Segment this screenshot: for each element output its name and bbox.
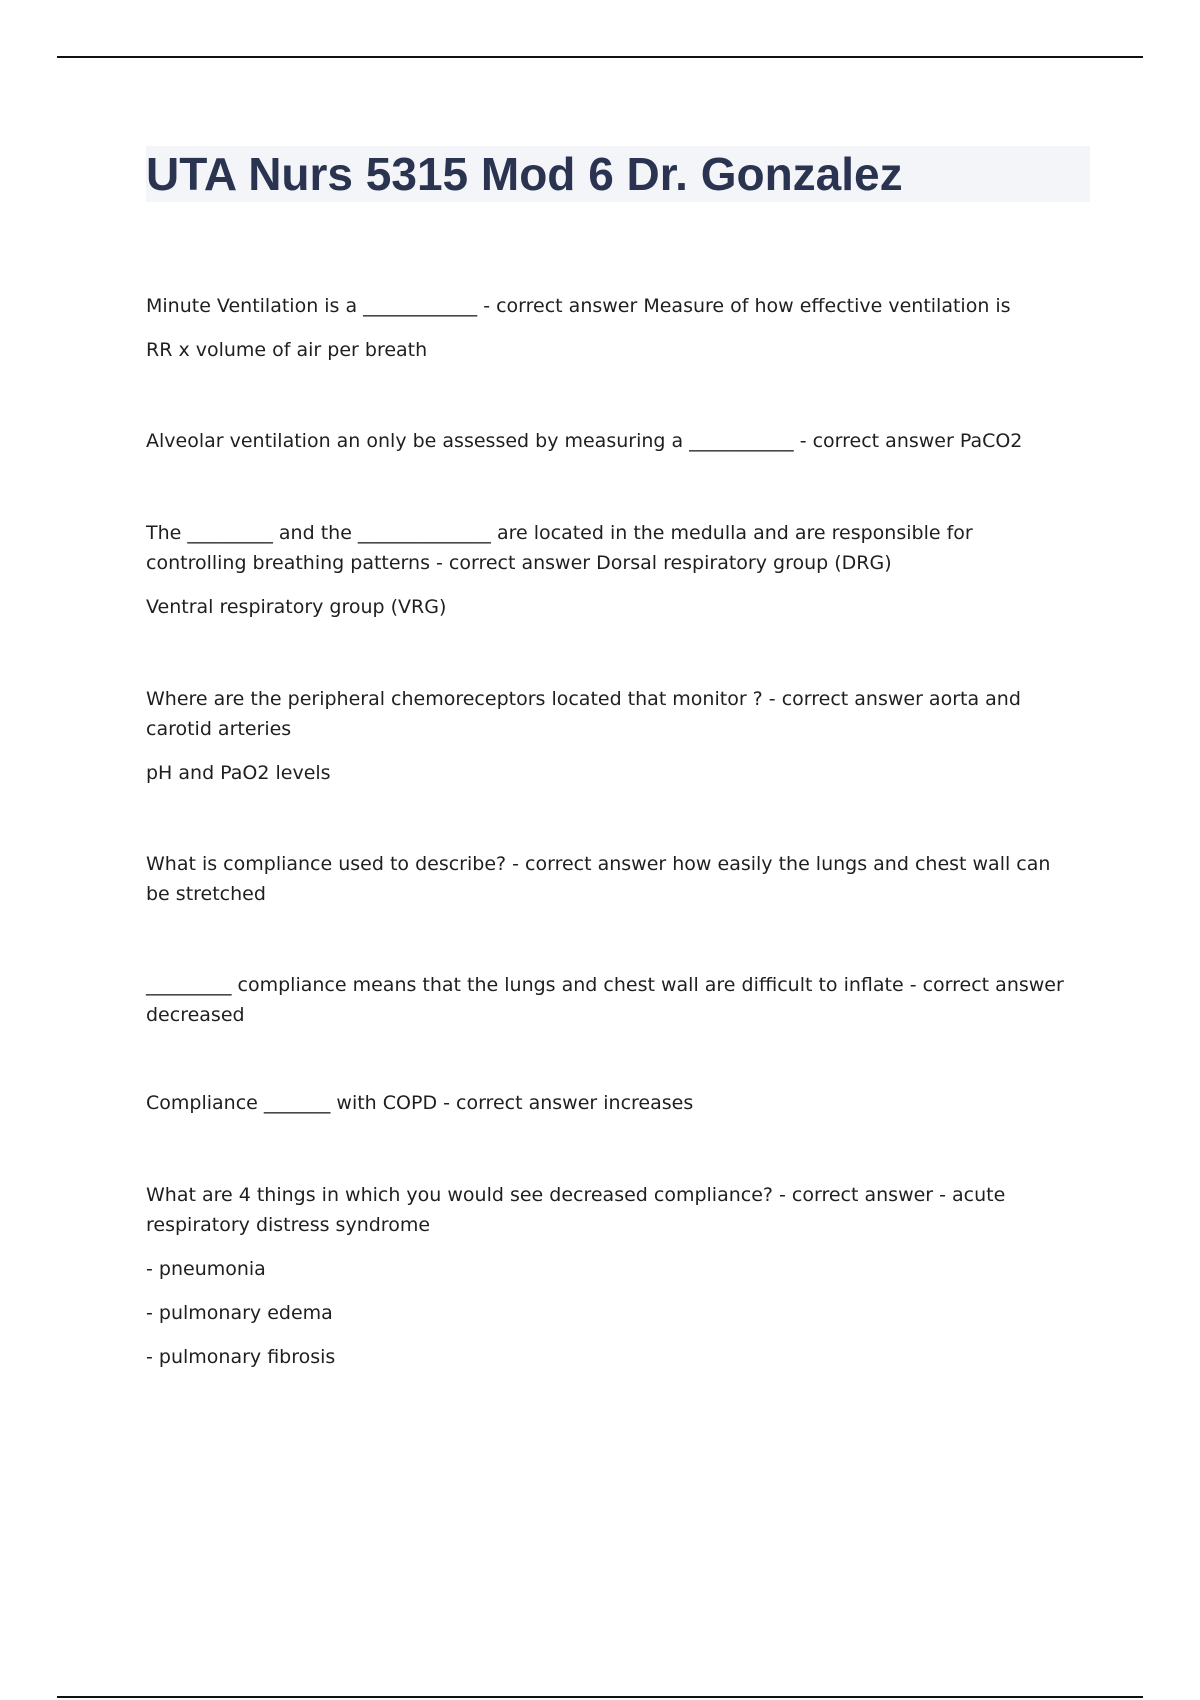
header-rule — [57, 56, 1143, 58]
answer-text: pH and PaO2 levels — [146, 762, 331, 784]
flashcard-decreased-compliance-causes — [146, 1180, 1076, 1372]
answer-list-item: - pneumonia — [146, 1258, 266, 1280]
flashcard-respiratory-groups — [146, 518, 1076, 622]
flashcard-decreased-compliance — [146, 970, 1076, 1030]
document-title: UTA Nurs 5315 Mod 6 Dr. Gonzalez — [146, 148, 903, 200]
answer-text: Ventral respiratory group (VRG) — [146, 596, 447, 618]
flashcard-alveolar-ventilation — [146, 426, 1076, 456]
footer-rule — [57, 1696, 1143, 1698]
question-text: Minute Ventilation is a ____________ - correct answer Measure of how effective ventilation is — [146, 295, 1011, 317]
flashcard-chemoreceptors — [146, 684, 1076, 788]
flashcard-copd-compliance — [146, 1088, 1076, 1118]
question-text: What is compliance used to describe? - correct answer how easily the lungs and chest wall can be stretched — [146, 853, 1051, 905]
question-text: The _________ and the ______________ are located in the medulla and are responsible for controlling breathing patterns - correct answer Dorsal respiratory group (DRG) — [146, 522, 973, 574]
question-text: _________ compliance means that the lungs and chest wall are difficult to inflate - correct answer decreased — [146, 974, 1064, 1026]
question-text: Where are the peripheral chemoreceptors located that monitor ? - correct answer aorta and carotid arteries — [146, 688, 1021, 740]
question-text: Compliance _______ with COPD - correct answer increases — [146, 1092, 694, 1114]
answer-text: RR x volume of air per breath — [146, 339, 428, 361]
answer-list-item: - pulmonary edema — [146, 1302, 333, 1324]
flashcard-minute-ventilation — [146, 291, 1076, 365]
question-text: What are 4 things in which you would see decreased compliance? - correct answer - acute respiratory distress syndrome — [146, 1184, 1006, 1236]
question-text: Alveolar ventilation an only be assessed by measuring a ___________ - correct answer PaCO2 — [146, 430, 1023, 452]
flashcard-compliance-definition — [146, 849, 1076, 909]
answer-list-item: - pulmonary fibrosis — [146, 1346, 336, 1368]
